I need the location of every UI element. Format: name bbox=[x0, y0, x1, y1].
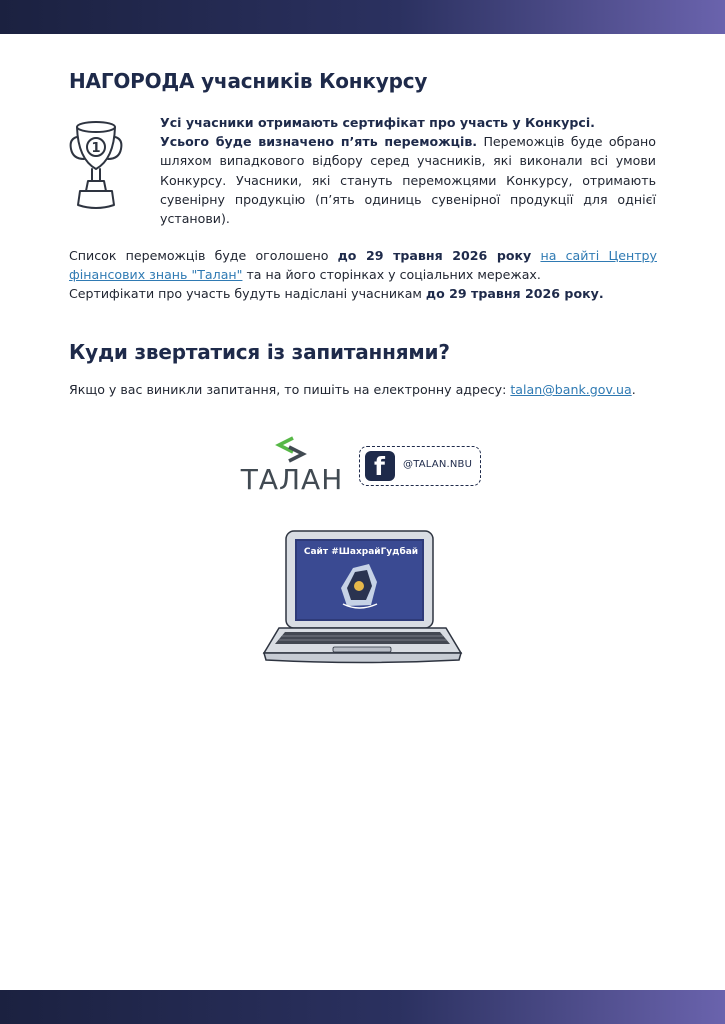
announcement-date: до 29 травня 2026 року bbox=[337, 248, 532, 263]
talan-site-link[interactable]: на сайті Центру фінансових знань "Талан" bbox=[69, 248, 657, 283]
trophy-icon bbox=[68, 119, 124, 213]
certificate-date: до 29 травня 2026 року. bbox=[425, 286, 604, 302]
certificate-note: Усі учасники отримають сертифікат про участь у Конкурсі. bbox=[160, 115, 595, 130]
selection-rules: Переможців буде обрано шляхом випадкового відбору серед учасників, які виконали всі умови Конкурсу. Учасники, які стануть переможцями Конкурсу, отримають сувенірну продукцію (п’ять одиниць сувенірної продукції для однієї установи). bbox=[160, 134, 656, 227]
contact-paragraph: Якщо у вас виникли запитання, то пишіть на електронну адресу: talan@bank.gov.ua. bbox=[69, 382, 636, 397]
talan-chevron-icon bbox=[271, 435, 311, 463]
header-band bbox=[0, 0, 725, 34]
winners-announcement: Список переможців буде оголошено до 29 травня 2026 року на сайті Центру фінансових знань "Талан" та на його сторінках у соціальних мережах. Сертифікати про участь будуть надіслані учасникам до 29 травня 2026 року. bbox=[69, 248, 657, 302]
footer-band bbox=[0, 990, 725, 1024]
winners-count-note: Усього буде визначено п’ять переможців. bbox=[160, 134, 478, 150]
facebook-handle: @TALAN.NBU bbox=[403, 459, 473, 470]
contact-heading: Куди звертатися із запитаннями? bbox=[69, 340, 450, 364]
talan-wordmark: ТАЛАН bbox=[240, 463, 344, 496]
facebook-badge[interactable] bbox=[359, 446, 481, 486]
trophy-number: 1 bbox=[91, 141, 101, 156]
laptop-screen-caption: Сайт #ШахрайГудбай bbox=[303, 547, 419, 557]
award-heading: НАГОРОДА учасників Конкурсу bbox=[69, 69, 428, 93]
facebook-icon: f bbox=[365, 451, 395, 481]
award-description bbox=[160, 113, 656, 228]
email-link[interactable]: talan@bank.gov.ua bbox=[510, 382, 632, 397]
talan-logo[interactable] bbox=[240, 435, 344, 497]
